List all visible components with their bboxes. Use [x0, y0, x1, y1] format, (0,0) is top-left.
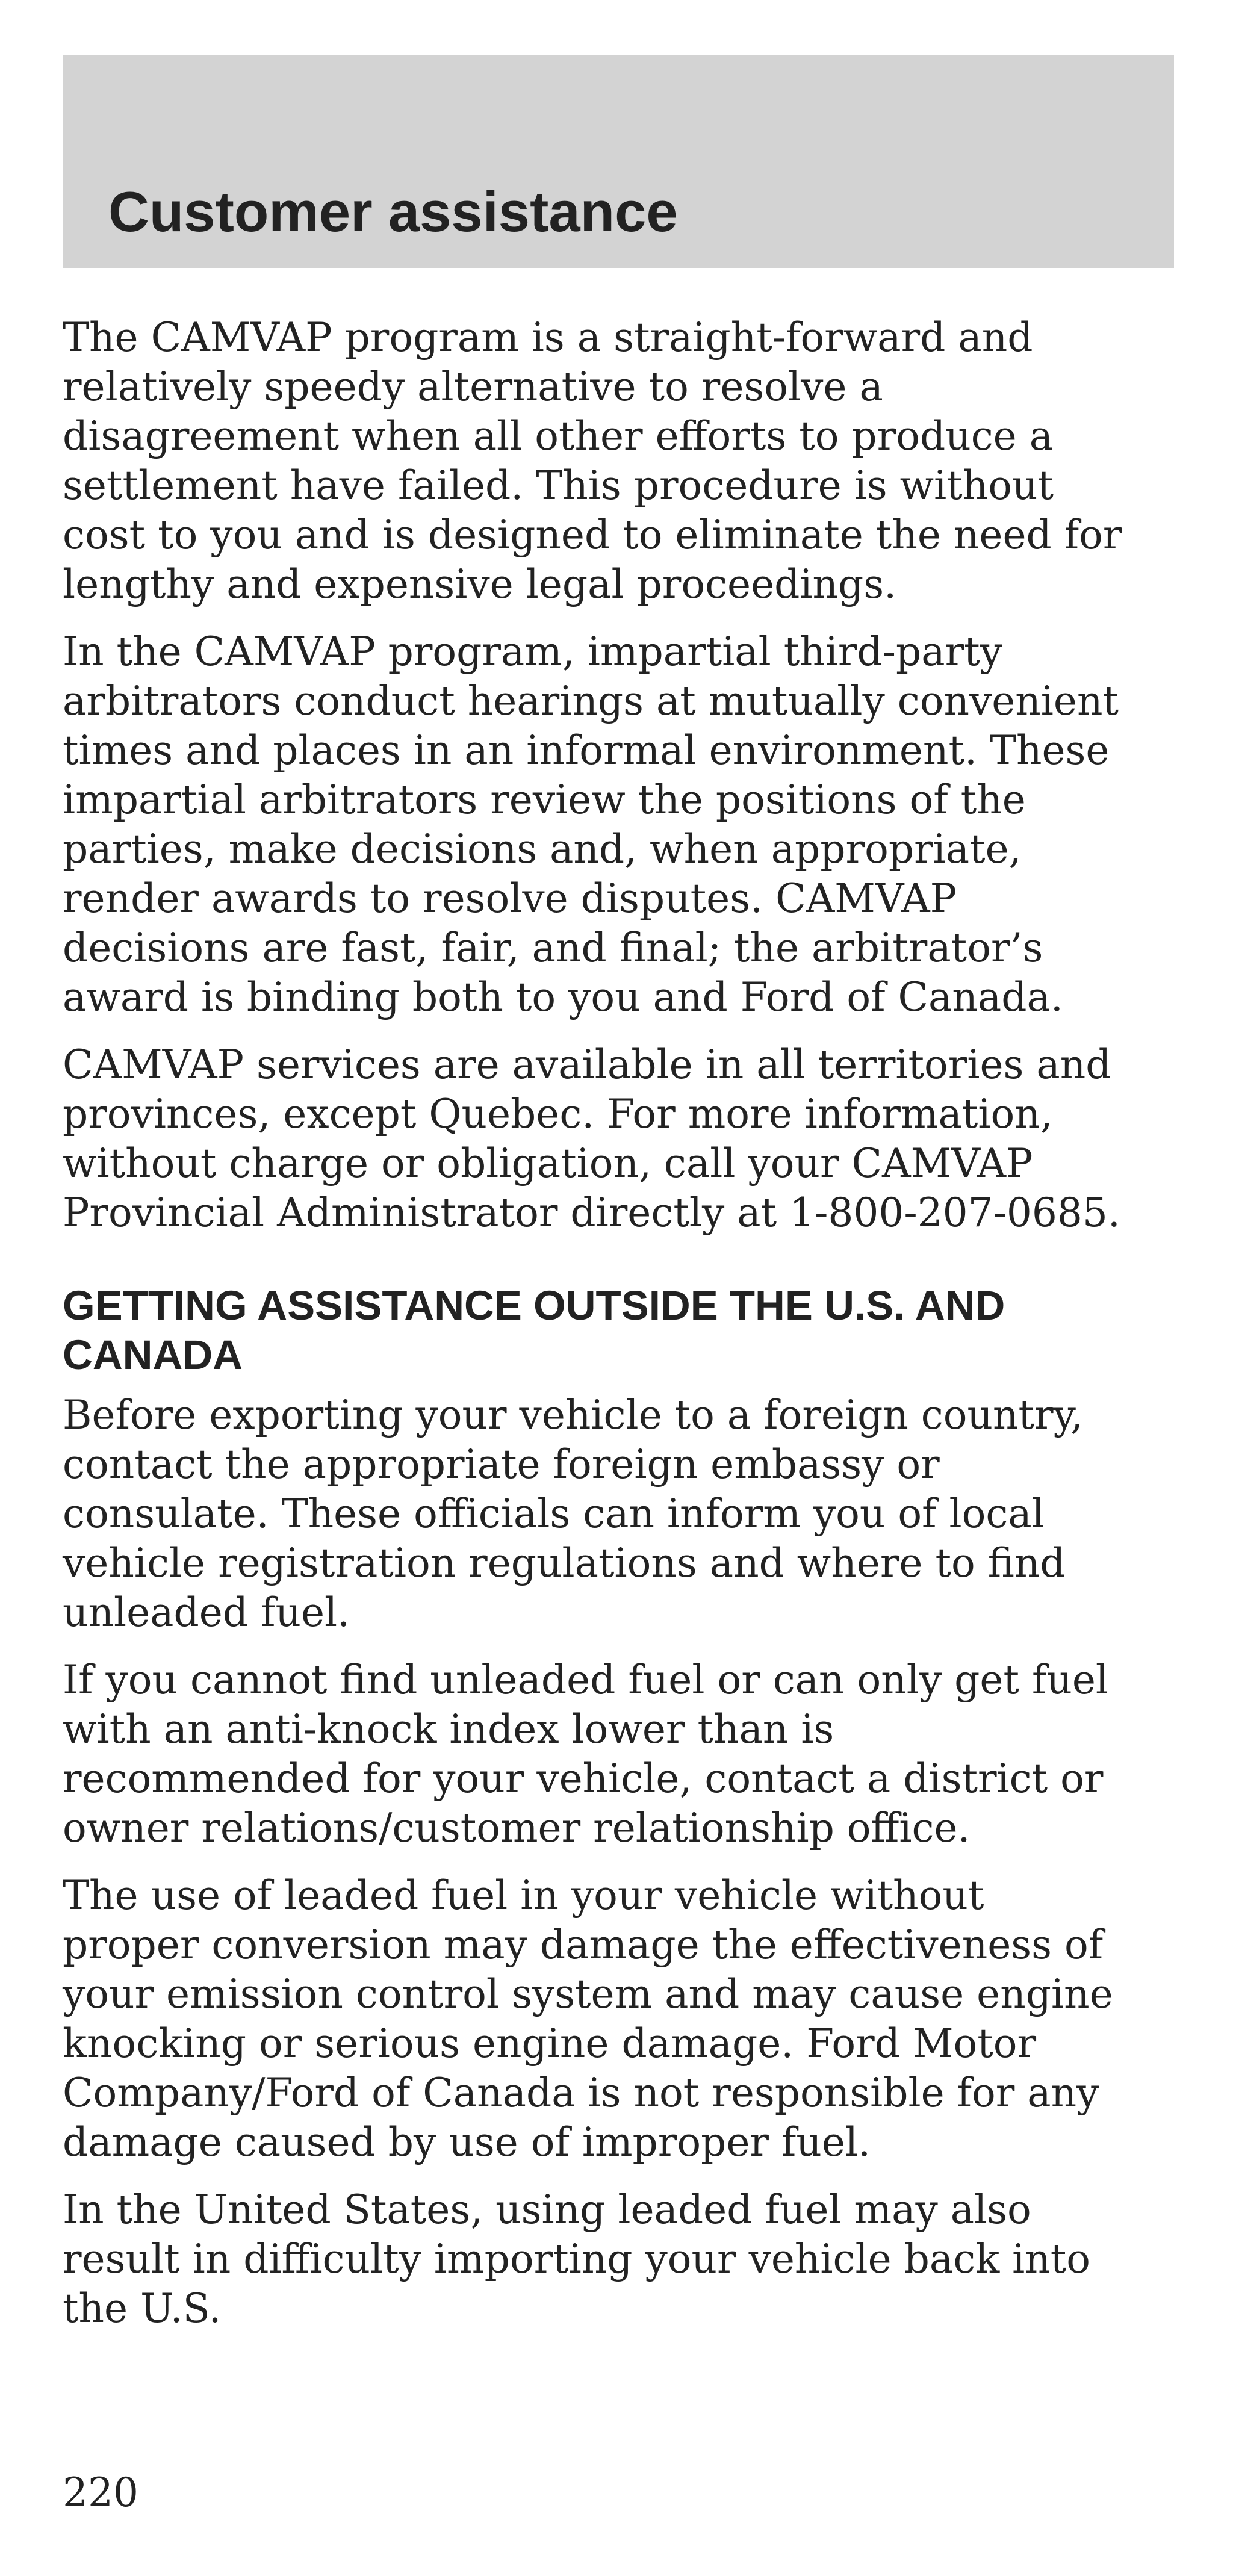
- paragraph-camvap-services: CAMVAP services are available in all territories and provinces, except Quebec. For more information, without charge or obligation, call your CAMVAP Provincial Administrator directly at 1-800-207-0685.: [63, 1041, 1120, 1236]
- paragraph-camvap-intro: The CAMVAP program is a straight-forward and relatively speedy alternative to resolve a disagreement when all other efforts to produce a settlement have failed. This procedure is without cost to you and is designed to eliminate the need for lengthy and expensive legal proceedings.: [63, 314, 1122, 607]
- page-number: 220: [63, 2469, 138, 2516]
- paragraph-importing-back: In the United States, using leaded fuel may also result in difficulty importing your vehicle back into the U.S.: [63, 2186, 1091, 2332]
- paragraph-unleaded-fuel: If you cannot find unleaded fuel or can only get fuel with an anti-knock index lower than is recommended for your vehicle, contact a district or owner relations/customer relationship office.: [63, 1657, 1109, 1851]
- paragraph-camvap-arbitrators: In the CAMVAP program, impartial third-party arbitrators conduct hearings at mutually convenient times and places in an informal environment. These impartial arbitrators review the positions of the parties, make decisions and, when appropriate, render awards to resolve disputes. CAMVAP decisions are fast, fair, and final; the arbitrator’s award is binding both to you and Ford of Canada.: [63, 628, 1119, 1020]
- page-content: [63, 313, 1188, 2351]
- paragraph-exporting-vehicle: Before exporting your vehicle to a foreign country, contact the appropriate foreign embassy or consulate. These officials can inform you of local vehicle registration regulations and where to find unleaded fuel.: [63, 1392, 1084, 1636]
- paragraph-leaded-fuel-damage: The use of leaded fuel in your vehicle without proper conversion may damage the effectiveness of your emission control system and may cause engine knocking or serious engine damage. Ford Motor Company/Ford of Canada is not responsible for any damage caused by use of improper fuel.: [63, 1872, 1113, 2165]
- section-heading-outside-us-canada: GETTING ASSISTANCE OUTSIDE THE U.S. AND CANADA: [63, 1282, 1005, 1378]
- page-title: Customer assistance: [108, 180, 678, 243]
